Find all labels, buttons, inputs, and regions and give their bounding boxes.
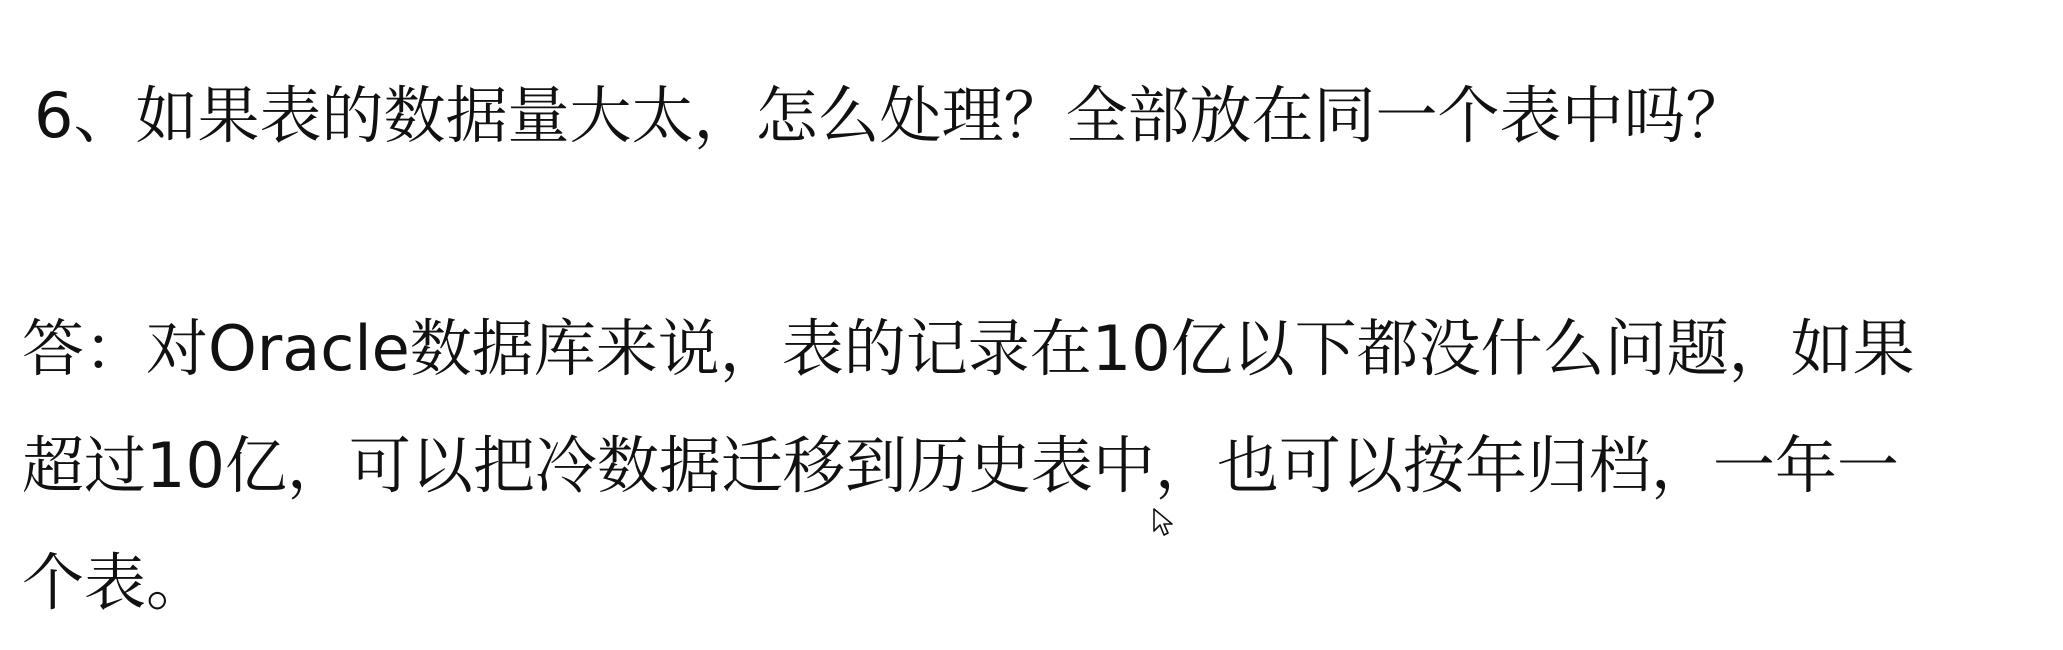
answer-line-1: 答：对Oracle数据库来说，表的记录在10亿以下都没什么问题，如果	[22, 312, 1915, 385]
answer-paragraph	[22, 290, 2037, 641]
question-heading: 6、如果表的数据量大太，怎么处理？全部放在同一个表中吗？	[34, 79, 1748, 152]
answer-line-2: 超过10亿，可以把冷数据迁移到历史表中，也可以按年归档，一年一	[22, 429, 1899, 502]
answer-line-3: 个表。	[22, 546, 209, 619]
mouse-pointer-icon	[1152, 507, 1174, 537]
